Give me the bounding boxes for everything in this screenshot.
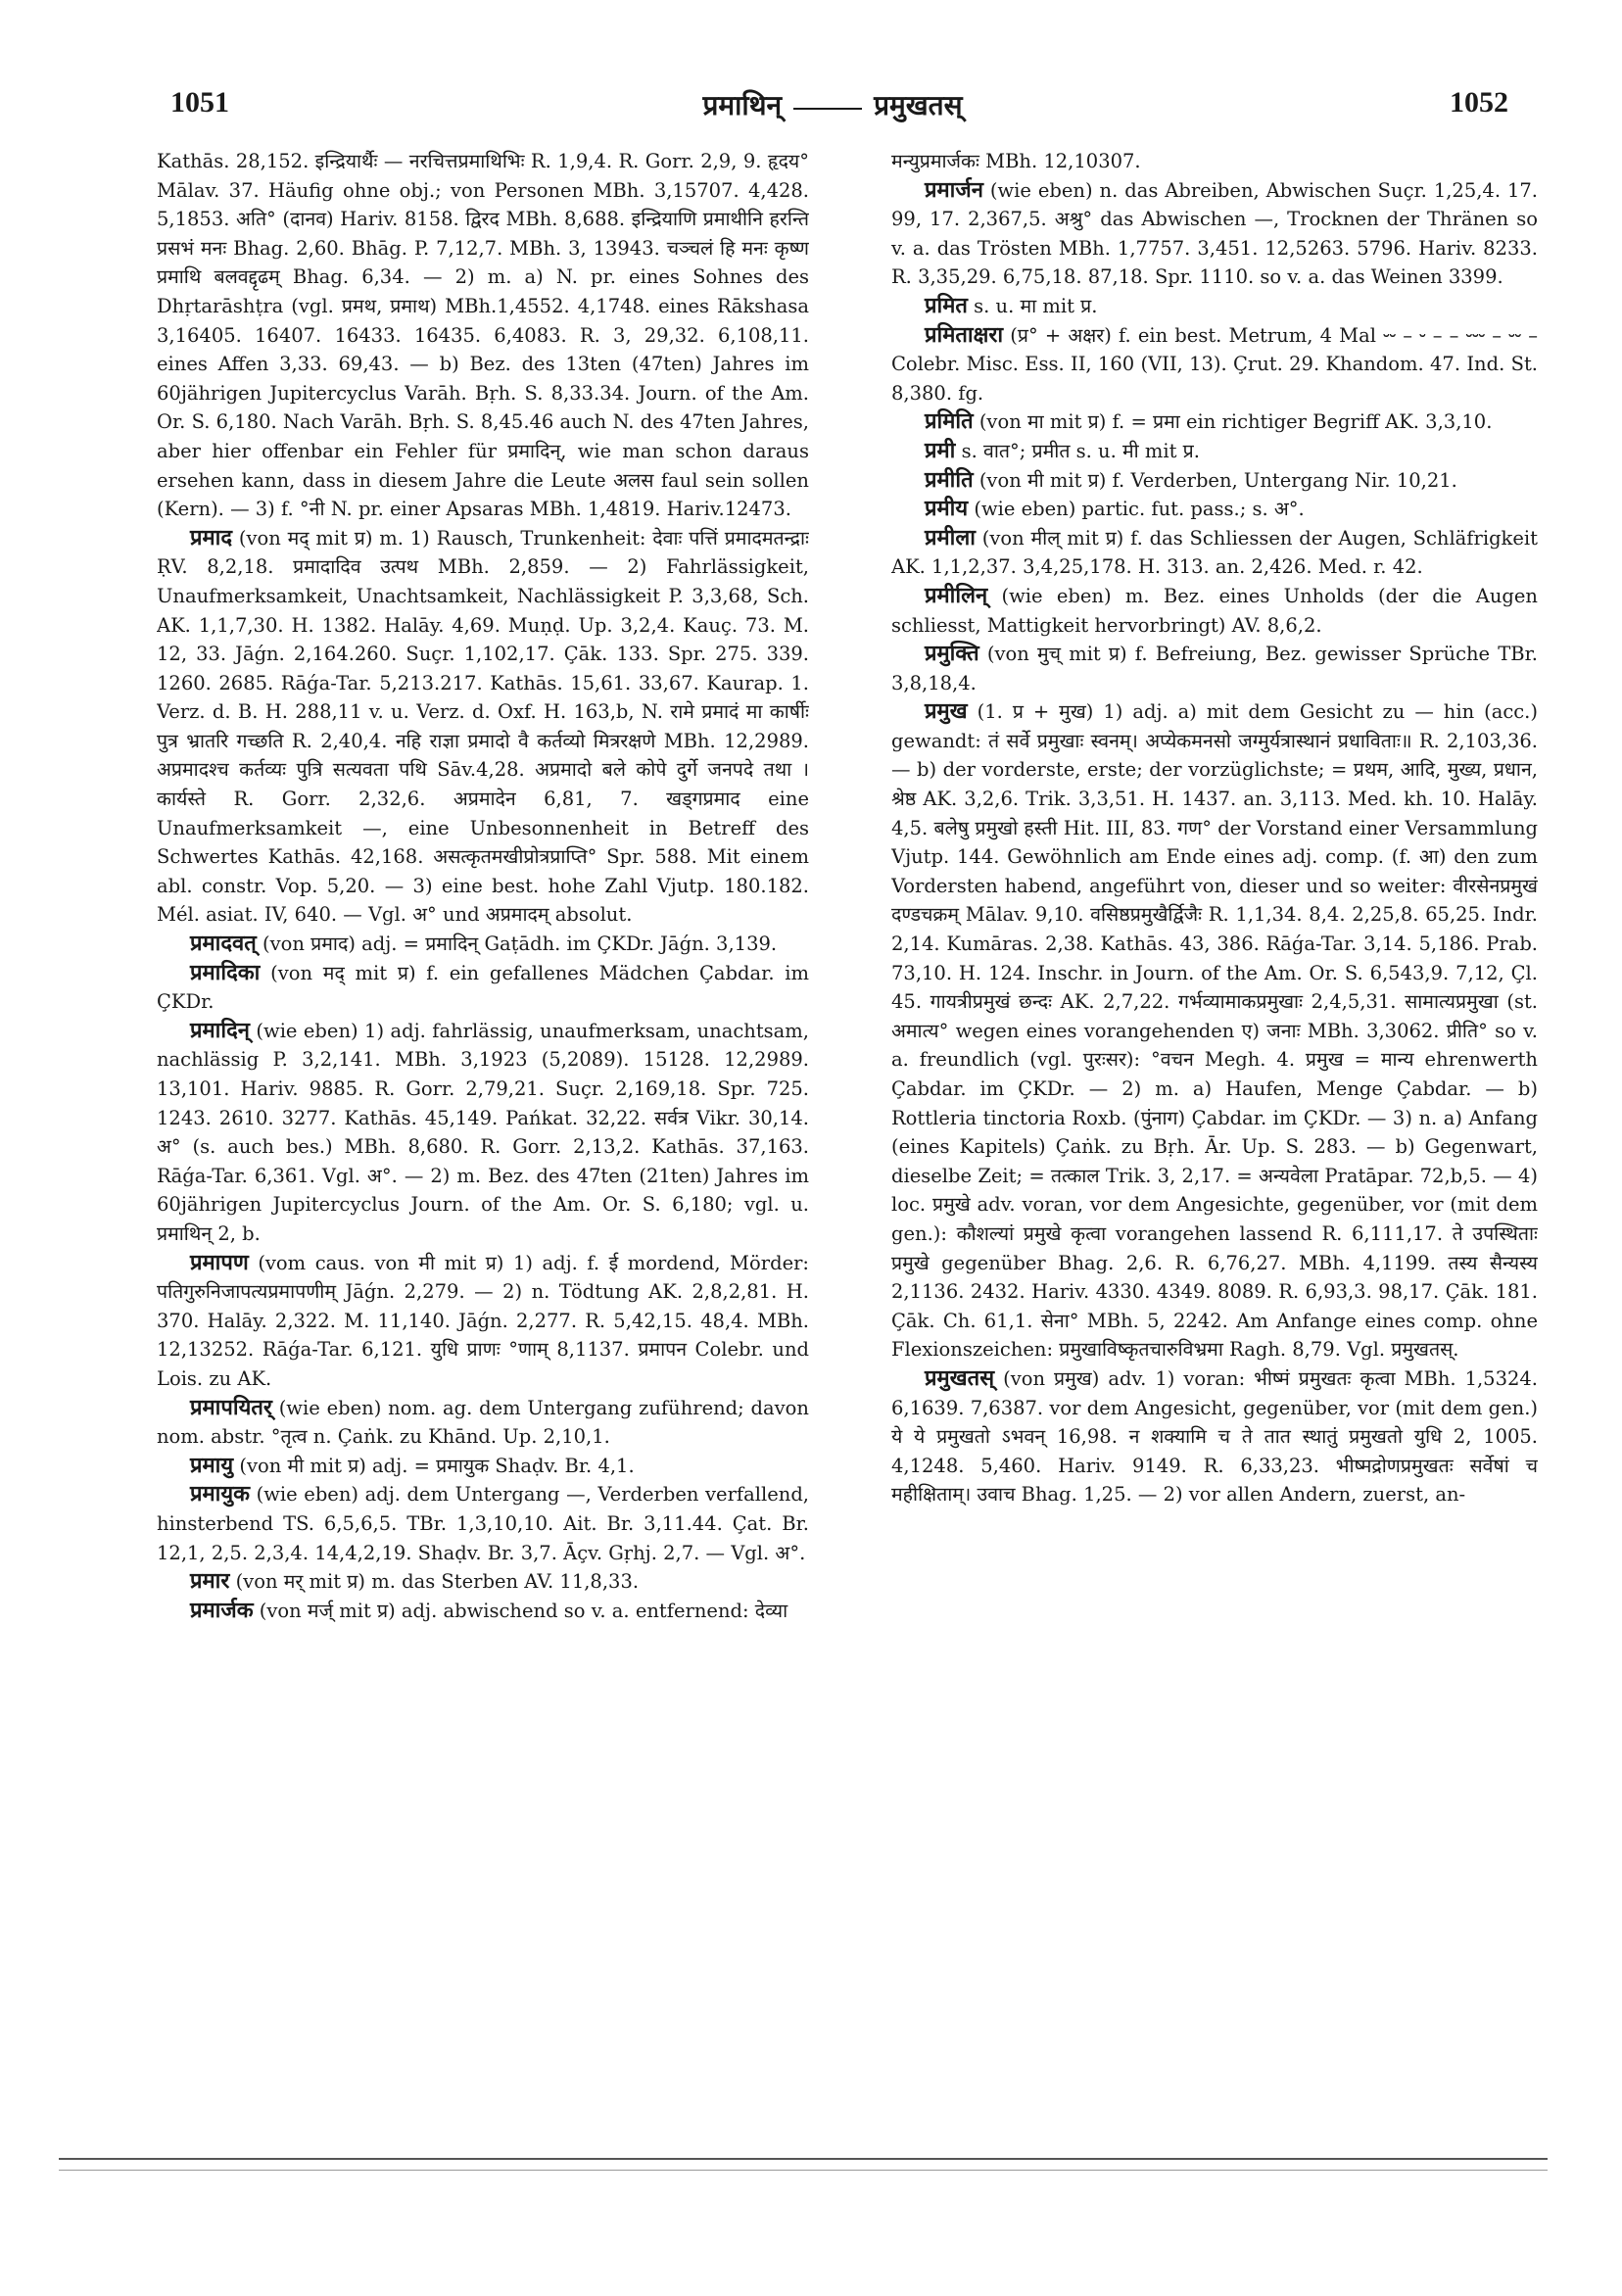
dictionary-entry: [157, 1017, 809, 1249]
entry-text: (wie eben) m. Bez. eines Unholds (der die Augen schliesst, Mattigkeit hervorbringt) AV. 8,6,2.: [891, 584, 1538, 637]
entry-headword: प्रमी: [925, 437, 956, 463]
dictionary-entry: [891, 524, 1538, 582]
dictionary-entry: [891, 321, 1538, 408]
dictionary-entry: [157, 524, 809, 930]
entry-text: (von मद् mit प्र) m. 1) Rausch, Trunkenheit: देवाः पत्तिं प्रमादमतन्द्राः ṚV. 8,2,18. प्रमादादिव उत्पथ MBh. 2,859. — 2) Fahrlässigkeit, Unaufmerksamkeit, Unachtsamkeit, Nachlässigkeit P. 3,3,68, Sch. AK. 1,1,7,30. H. 1382. Halāy. 4,69. Muṇḍ. Up. 3,2,4. Kauç. 73. M. 12, 33. Jāǵn. 2,164.260. Suçr. 1,102,17. Çāk. 133. Spr. 275. 339. 1260. 2685. Rāǵa-Tar. 5,213.217. Kathās. 15,61. 33,67. Kaurap. 1. Verz. d. B. H. 288,11 v. u. Verz. d. Oxf. H. 163,b, N. रामे प्रमादं मा कार्षीः पुत्र भ्रातरि गच्छति R. 2,40,4. नहि राज्ञा प्रमादो वै कर्तव्यो मित्ररक्षणे MBh. 12,2989. अप्रमादश्च कर्तव्यः पुत्रि सत्यवता पथि Sāv.4,28. अप्रमादो बले कोपे दुर्गे जनपदे तथा । कार्यस्ते R. Gorr. 2,32,6. अप्रमादेन 6,81, 7. खड्गप्रमाद eine Unaufmerksamkeit —, eine Unbesonnenheit in Betreff des Schwertes Kathās. 42,168. असत्कृतमखीप्रोत्रप्राप्ति° Spr. 588. Mit einem abl. constr. Vop. 5,20. — 3) eine best. hohe Zahl Vjutp. 180.182. Mél. asiat. IV, 640. — Vgl. अ° und अप्रमादम् absolut.: [157, 526, 809, 927]
entry-headword: प्रमुक्ति: [925, 641, 979, 667]
entry-headword: प्रमीति: [925, 466, 974, 493]
running-headword-right: प्रमुखतस्: [874, 91, 963, 121]
entry-headword: प्रमार: [190, 1568, 230, 1595]
entry-text: (प्र° + अक्षर) f. ein best. Metrum, 4 Mal ⏑⏑ – ⏑ – – ⏑⏑⏑ – ⏑⏑ – Colebr. Misc. Ess. II, 160 (VII, 13). Çrut. 29. Khandom. 47. Ind. St. 8,380. fg.: [891, 323, 1538, 405]
dictionary-entry: [891, 697, 1538, 1364]
header-dash: [793, 108, 862, 110]
dictionary-entry: [891, 640, 1538, 697]
dictionary-entry: [157, 1597, 809, 1626]
dictionary-entry: [891, 495, 1538, 524]
dictionary-entry: [157, 959, 809, 1017]
entry-headword: प्रमुख: [925, 698, 968, 725]
entry-headword: प्रमार्जन: [925, 176, 983, 203]
right-column: [891, 147, 1538, 2096]
dictionary-entry: [157, 147, 809, 524]
entry-text: (von मी mit प्र) adj. = प्रमायुक Shaḍv. Br. 4,1.: [239, 1454, 635, 1477]
entry-headword: प्रमायु: [190, 1452, 234, 1478]
entry-text: (wie eben) nom. ag. dem Untergang zuführend; davon nom. abstr. °तृत्व n. Çaṅk. zu Khānd. Up. 2,10,1.: [157, 1396, 809, 1449]
entry-text: (von मा mit प्र) f. = प्रमा ein richtiger Begriff AK. 3,3,10.: [978, 410, 1493, 434]
entry-text: (1. प्र + मुख) 1) adj. a) mit dem Gesicht zu — hin (acc.) gewandt: तं सर्वे प्रमुखाः स्वनम्। अप्येकमनसो जग्मुर्यत्रास्थानं प्रधाविताः॥ R. 2,103,36. — b) der vorderste, erste; der vorzüglichste; = प्रथम, आदि, मुख्य, प्रधान, श्रेष्ठ AK. 3,2,6. Trik. 3,3,51. H. 1437. an. 3,113. Med. kh. 10. Halāy. 4,5. बलेषु प्रमुखो हस्ती Hit. III, 83. गण° der Vorstand einer Versammlung Vjutp. 144. Gewöhnlich am Ende eines adj. comp. (f. आ) den zum Vordersten habend, angeführt von, dieser und so weiter: वीरसेनप्रमुखं दण्डचक्रम् Mālav. 9,10. वसिष्ठप्रमुखैर्द्विजैः R. 1,1,34. 8,4. 2,25,8. 65,25. Indr. 2,14. Kumāras. 2,38. Kathās. 43, 386. Rāǵa-Tar. 3,14. 5,186. Prab. 73,10. H. 124. Inschr. in Journ. of the Am. Or. S. 6,543,9. 7,12, Çl. 45. गायत्रीप्रमुखं छन्दः AK. 2,7,22. गर्भव्यामाकप्रमुखाः 2,4,5,31. सामात्यप्रमुखा (st. अमात्य° wegen eines vorangehenden ए) जनाः MBh. 3,3062. प्रीति° so v. a. freundlich (vgl. पुरःसर): °वचन Megh. 4. प्रमुख = मान्य ehrenwerth Çabdar. im ÇKDr. — 2) m. a) Haufen, Menge Çabdar. — b) Rottleria tinctoria Roxb. (पुंनाग) Çabdar. im ÇKDr. — 3) n. a) Anfang (eines Kapitels) Çaṅk. zu Bṛh. Ār. Up. S. 283. — b) Gegenwart, dieselbe Zeit; = तत्काल Trik. 3, 2,17. = अन्यवेला Pratāpar. 72,b,5. — 4) loc. प्रमुखे adv. voran, vor dem Angesichte, gegenüber, vor (mit dem gen.): कौशल्यां प्रमुखे कृत्वा vorangehen lassend R. 6,111,17. ते उपस्थिताः प्रमुखे gegenüber Bhag. 2,6. R. 6,76,27. MBh. 4,1199. तस्य सैन्यस्य 2,1136. 2432. Hariv. 4330. 4349. 8089. R. 6,93,3. 98,17. Çāk. 181. Çāk. Ch. 61,1. सेना° MBh. 5, 2242. Am Anfange eines comp. ohne Flexionszeichen: प्रमुखाविष्कृतचारुविभ्रमा Ragh. 8,79. Vgl. प्रमुखतस्.: [891, 700, 1538, 1362]
dictionary-entry: [157, 1452, 809, 1481]
dictionary-entry: [891, 466, 1538, 496]
dictionary-entry: [891, 437, 1538, 466]
dictionary-entry: [891, 147, 1538, 176]
entry-text: (von प्रमाद) adj. = प्रमादिन् Gaṭādh. im ÇKDr. Jāǵn. 3,139.: [262, 933, 778, 956]
page-number-right: 1052: [1450, 86, 1508, 119]
entry-text: (wie eben) n. das Abreiben, Abwischen Suçr. 1,25,4. 17. 99, 17. 2,367,5. अश्रु° das Abwischen —, Trocknen der Thränen so v. a. das Trösten MBh. 1,7757. 3,451. 12,5263. 5796. Hariv. 8233. R. 3,35,29. 6,75,18. 87,18. Spr. 1110. so v. a. das Weinen 3399.: [891, 178, 1538, 289]
entry-headword: प्रमादिका: [190, 959, 261, 985]
entry-headword: प्रमाद: [190, 524, 233, 550]
entry-text: (von मद् mit प्र) f. ein gefallenes Mädchen Çabdar. im ÇKDr.: [157, 961, 809, 1014]
entry-text: (von मील् mit प्र) f. das Schliessen der Augen, Schläfrigkeit AK. 1,1,2,37. 3,4,25,178. H. 313. an. 2,426. Med. r. 42.: [891, 526, 1538, 579]
entry-text: (wie eben) adj. dem Untergang —, Verderben verfallend, hinsterbend TS. 6,5,6,5. TBr. 1,3,10,10. Ait. Br. 3,11.44. Çat. Br. 12,1, 2,5. 2,3,4. 14,4,2,19. Shaḍv. Br. 3,7. Āçv. Gṛhj. 2,7. — Vgl. अ°.: [157, 1483, 809, 1564]
dictionary-entry: [157, 930, 809, 959]
entry-headword: प्रमित: [925, 292, 968, 318]
entry-headword: प्रमापयितर्: [190, 1394, 272, 1420]
entry-headword: प्रमापण: [190, 1249, 249, 1275]
running-headwords: [157, 86, 1508, 123]
entry-text: s. वात°; प्रमीत s. u. मी mit प्र.: [961, 439, 1200, 462]
entry-headword: प्रमीय: [925, 496, 969, 522]
entry-text: (von मी mit प्र) f. Verderben, Untergang Nir. 10,21.: [978, 468, 1457, 492]
page-number-left: 1051: [170, 86, 229, 119]
entry-headword: प्रमादिन्: [190, 1017, 250, 1043]
entry-text: (wie eben) 1) adj. fahrlässig, unaufmerksam, unachtsam, nachlässig P. 3,2,141. MBh. 3,1923 (5,2089). 15128. 12,2989. 13,101. Hariv. 9885. R. Gorr. 2,79,21. Suçr. 2,169,18. Spr. 725. 1243. 2610. 3277. Kathās. 45,149. Pańkat. 32,22. सर्वत्र Vikr. 30,14. अ° (s. auch bes.) MBh. 8,680. R. Gorr. 2,13,2. Kathās. 37,163. Rāǵa-Tar. 6,361. Vgl. अ°. — 2) m. Bez. des 47ten (21ten) Jahres im 60jährigen Jupitercyclus Journ. of the Am. Or. S. 6,180; vgl. u. प्रमाथिन् 2, b.: [157, 1019, 809, 1245]
entry-headword: प्रमीलिन्: [925, 582, 988, 608]
entry-text: (von मुच् mit प्र) f. Befreiung, Bez. gewisser Sprüche TBr. 3,8,18,4.: [891, 643, 1538, 694]
entry-headword: प्रमार्जक: [190, 1597, 254, 1623]
entry-text: मन्युप्रमार्जकः MBh. 12,10307.: [891, 150, 1141, 172]
entry-headword: प्रमादवत्: [190, 931, 257, 957]
dictionary-entry: [891, 582, 1538, 640]
dictionary-entry: [157, 1480, 809, 1567]
entry-headword: प्रमुखतस्: [925, 1364, 995, 1391]
entry-headword: प्रमीला: [925, 524, 976, 550]
entry-headword: प्रमिताक्षरा: [925, 321, 1004, 348]
dictionary-entry: [891, 176, 1538, 292]
dictionary-entry: [891, 1364, 1538, 1509]
left-column: [157, 147, 809, 2096]
page-header: [157, 86, 1508, 125]
entry-text: (von मर्ज् mit प्र) adj. abwischend so v. a. entfernend: देव्या: [259, 1599, 788, 1622]
entry-text: s. u. मा mit प्र.: [974, 294, 1098, 317]
footer-rule-thin: [59, 2170, 1548, 2171]
entry-text: Kathās. 28,152. इन्द्रियार्थैः — नरचित्तप्रमाथिभिः R. 1,9,4. R. Gorr. 2,9, 9. हृदय° Mālav. 37. Häufig ohne obj.; von Personen MBh. 3,15707. 4,428. 5,1853. अति° (दानव) Hariv. 8158. द्विरद MBh. 8,688. इन्द्रियाणि प्रमाथीनि हरन्ति प्रसभं मनः Bhag. 2,60. Bhāg. P. 7,12,7. MBh. 3, 13943. चञ्चलं हि मनः कृष्ण प्रमाथि बलवद्दृढम् Bhag. 6,34. — 2) m. a) N. pr. eines Sohnes des Dhṛtarāshṭra (vgl. प्रमथ, प्रमाथ) MBh.1,4552. 4,1748. eines Rākshasa 3,16405. 16407. 16433. 16435. 6,4083. R. 3, 29,32. 6,108,11. eines Affen 3,33. 69,43. — b) Bez. des 13ten (47ten) Jahres im 60jährigen Jupitercyclus Varāh. Bṛh. S. 8,33.34. Journ. of the Am. Or. S. 6,180. Nach Varāh. Bṛh. S. 8,45.46 auch N. des 47ten Jahres, aber hier offenbar ein Fehler für प्रमादिन्, wie man schon daraus ersehen kann, dass in diesem Jahre die Leute अलस faul sein sollen (Kern). — 3) f. °नी N. pr. einer Apsaras MBh. 1,4819. Hariv.12473.: [157, 150, 809, 521]
dictionary-entry: [157, 1249, 809, 1394]
dictionary-entry: [157, 1394, 809, 1452]
running-headword-left: प्रमाथिन्: [702, 91, 783, 121]
dictionary-entry: [891, 292, 1538, 321]
entry-text: (vom caus. von मी mit प्र) 1) adj. f. ई mordend, Mörder: पतिगुरुनिजापत्यप्रमापणीम् Jāǵn. 2,279. — 2) n. Tödtung AK. 2,8,2,81. H. 370. Halāy. 2,322. M. 11,140. Jāǵn. 2,277. R. 5,42,15. 48,4. MBh. 12,13252. Rāǵa-Tar. 6,121. युधि प्राणः °णाम् 8,1137. प्रमापन Colebr. und Lois. zu AK.: [157, 1251, 809, 1390]
dictionary-entry: [157, 1567, 809, 1597]
entry-text: (von मर् mit प्र) m. das Sterben AV. 11,8,33.: [235, 1570, 640, 1594]
entry-headword: प्रमिति: [925, 408, 974, 435]
entry-text: (von प्रमुख) adv. 1) voran: भीष्मं प्रमुखतः कृत्वा MBh. 1,5324. 6,1639. 7,6387. vor dem Angesicht, gegenüber, vor (mit dem gen.) ये ये प्रमुखतो ऽभवन् 16,98. न शक्यामि च ते तात स्थातुं प्रमुखतो युधि 2, 1005. 4,1248. 5,460. Hariv. 9149. R. 6,33,23. भीष्मद्रोणप्रमुखतः सर्वेषां च महीक्षिताम्। उवाच Bhag. 1,25. — 2) vor allen Andern, zuerst, an-: [891, 1366, 1538, 1507]
dictionary-entry: [891, 407, 1538, 437]
entry-headword: प्रमायुक: [190, 1481, 251, 1507]
entry-text: (wie eben) partic. fut. pass.; s. अ°.: [974, 498, 1305, 521]
footer-rule: [59, 2158, 1548, 2160]
